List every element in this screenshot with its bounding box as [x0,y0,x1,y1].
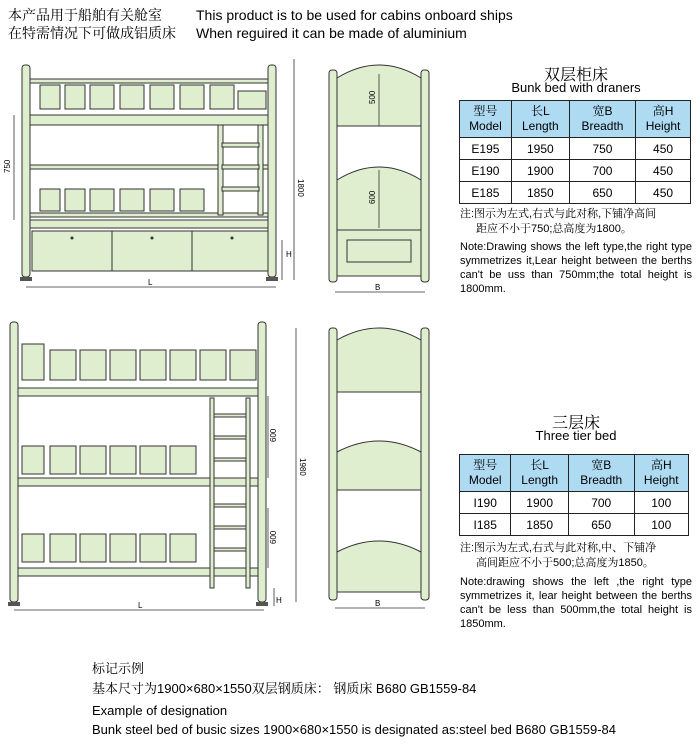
table-row: I190 1900 700 100 [460,492,689,514]
dim-1800: 1800 [296,179,305,197]
tier-mid-guard [22,446,196,474]
designation-en-heading: Example of designation [92,703,228,718]
dim-h: H [286,250,292,259]
col-header: 宽B Breadth [569,101,635,138]
tier-title-en: Three tier bed [535,428,617,443]
lower-guard [40,189,204,211]
header-en-line1: This product is to be used for cabins onboard ships [196,7,513,23]
tier-spec-table [459,454,689,536]
dim-h: H [276,596,282,605]
tier-note-cn: 注:图示为左式,右式与此对称,中、下铺净 高间距应不小于500;总高度为1850。 [460,542,657,569]
col-header: 长L Length [511,455,569,492]
bunk-bed-side-drawing [325,60,435,300]
col-header: 长L Length [511,101,569,138]
bunk-bed-front-drawing [0,55,310,295]
table-row: E190 1900 700 450 [460,160,691,182]
dim-600: 600 [368,190,377,204]
bunk-note-en: Note:Drawing shows the left type,the right type symmetrizes it,Lear height between the berths can't be uss than 750mm;the total height is 1800mm. [460,241,692,295]
header-cn-line1: 本产品用于船舶有关舱室 [8,7,162,23]
tier-top-guard [22,344,256,380]
tier-low-guard [22,534,196,562]
bunk-title-en: Bunk bed with draners [511,80,641,95]
dim-750: 750 [3,159,12,173]
col-header: 型号 Model [460,101,512,138]
table-row: E195 1950 750 450 [460,138,691,160]
tier-note-en: Note:drawing shows the left ,the right type symmetrizes it, lear height between the berths can't be less than 500mm,the total height is 1850mm. [460,576,692,630]
dim-b: B [375,599,381,608]
bunk-spec-table [459,100,691,204]
dim-l: L [138,601,143,610]
col-header: 高H Height [634,455,688,492]
designation-cn-text: 基本尺寸为1900×680×1550双层钢质床： 钢质床 B680 GB1559-84 [92,681,477,696]
dim-500: 500 [368,90,377,104]
col-header: 宽B Breadth [568,455,634,492]
table-row: E185 1850 650 450 [460,182,691,204]
col-header: 型号 Model [460,455,511,492]
tier-bed-side-drawing [325,322,435,614]
dim-1980: 1980 [298,458,307,476]
dim-b: B [375,283,381,292]
bunk-title-cn: 双层柜床 [543,67,608,84]
dim-600-b: 600 [269,530,278,544]
dim-l: L [148,278,153,287]
table-row: I185 1850 650 100 [460,514,689,536]
designation-cn-heading: 标记示例 [92,661,145,676]
upper-guard [40,85,266,109]
dim-600-a: 600 [269,428,278,442]
designation-en-text: Bunk steel bed of busic sizes 1900×680×1550 is designated as:steel bed B680 GB1559-84 [92,722,616,737]
tier-bed-front-drawing [0,318,310,613]
header-en-line2: When reguired it can be made of aluminium [196,25,467,41]
bunk-note-cn: 注:图示为左式,右式与此对称,下铺净高间 距应不小于750;总高度为1800。 [460,208,657,235]
header-cn-line2: 在特需情况下可做成铝质床 [8,25,176,41]
tier-title-cn: 三层床 [551,415,600,432]
col-header: 高H Height [636,101,691,138]
